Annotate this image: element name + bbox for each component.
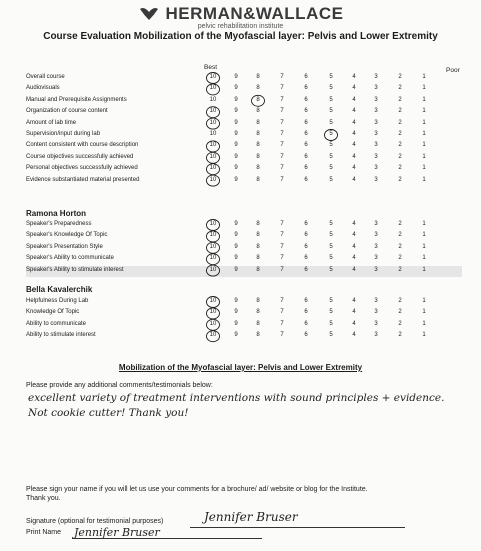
- rating-option[interactable]: 1: [422, 119, 426, 126]
- rating-option[interactable]: 9: [234, 153, 238, 160]
- rating-option[interactable]: 5: [329, 243, 333, 250]
- rating-option[interactable]: 1: [422, 85, 426, 92]
- rating-row-label: Knowledge Of Topic: [26, 309, 80, 316]
- rating-option[interactable]: 6: [304, 266, 308, 273]
- rating-option[interactable]: 6: [304, 176, 308, 183]
- rating-option[interactable]: 10: [209, 255, 217, 262]
- rating-option[interactable]: 7: [280, 221, 284, 227]
- print-name-value[interactable]: Jennifer Bruser: [74, 526, 160, 539]
- rating-option[interactable]: 9: [234, 255, 238, 262]
- rating-row-label: Course objectives successfully achieved: [26, 153, 134, 160]
- rating-option[interactable]: 4: [352, 176, 356, 183]
- rating-row-label: Content consistent with course description: [26, 142, 139, 149]
- rating-option[interactable]: 4: [352, 96, 356, 103]
- rating-row: [26, 84, 462, 95]
- rating-row: [26, 243, 462, 254]
- rating-option[interactable]: 9: [234, 96, 238, 103]
- rating-option[interactable]: 3: [374, 108, 378, 115]
- rating-option[interactable]: 6: [304, 108, 308, 115]
- rating-option[interactable]: 6: [304, 142, 308, 149]
- rating-option[interactable]: 5: [329, 332, 333, 339]
- rating-option[interactable]: 10: [209, 165, 217, 172]
- rating-row-label: Speaker's Ability to communicate: [26, 255, 114, 262]
- rating-option[interactable]: 6: [304, 153, 308, 160]
- signature-line: [190, 527, 405, 528]
- rating-option[interactable]: 8: [256, 255, 260, 262]
- rating-option[interactable]: 3: [374, 221, 378, 227]
- rating-option[interactable]: 9: [234, 243, 238, 250]
- rating-option[interactable]: 9: [234, 221, 238, 227]
- rating-option[interactable]: 5: [329, 96, 333, 103]
- rating-option[interactable]: 2: [398, 298, 402, 304]
- rating-option[interactable]: 6: [304, 221, 308, 227]
- rating-row-label: Amount of lab time: [26, 119, 77, 126]
- rating-option[interactable]: 3: [374, 74, 378, 80]
- rating-option[interactable]: 2: [398, 119, 402, 126]
- rating-option[interactable]: 4: [352, 221, 356, 227]
- rating-option[interactable]: 2: [398, 320, 402, 327]
- rating-option[interactable]: 8: [256, 165, 260, 172]
- rating-option[interactable]: 3: [374, 309, 378, 316]
- rating-option[interactable]: 8: [256, 108, 260, 115]
- rating-option[interactable]: 2: [398, 153, 402, 160]
- rating-option[interactable]: 6: [304, 332, 308, 339]
- rating-option[interactable]: 8: [256, 266, 260, 273]
- rating-option[interactable]: 1: [422, 108, 426, 115]
- rating-row-label: Audiovisuals: [26, 85, 60, 92]
- rating-row: [26, 231, 462, 242]
- rating-option[interactable]: 4: [352, 255, 356, 262]
- rating-option[interactable]: 10: [209, 320, 217, 327]
- logo: [0, 5, 481, 23]
- rating-option[interactable]: 4: [352, 131, 356, 137]
- rating-option[interactable]: 10: [209, 266, 217, 273]
- rating-option[interactable]: 7: [280, 243, 284, 250]
- rating-option[interactable]: 4: [352, 320, 356, 327]
- rating-option[interactable]: 9: [234, 108, 238, 115]
- rating-option[interactable]: 4: [352, 119, 356, 126]
- rating-option[interactable]: 6: [304, 255, 308, 262]
- rating-row: [26, 107, 462, 118]
- rating-option[interactable]: 3: [374, 243, 378, 250]
- rating-option[interactable]: 10: [209, 232, 217, 239]
- rating-option[interactable]: 5: [329, 142, 333, 149]
- rating-option[interactable]: 1: [422, 298, 426, 304]
- rating-option[interactable]: 1: [422, 96, 426, 103]
- rating-option[interactable]: 9: [234, 74, 238, 80]
- rating-option[interactable]: 4: [352, 74, 356, 80]
- rating-option[interactable]: 3: [374, 153, 378, 160]
- rating-option[interactable]: 7: [280, 131, 284, 137]
- rating-option[interactable]: 9: [234, 142, 238, 149]
- rating-option[interactable]: 3: [374, 320, 378, 327]
- rating-option[interactable]: 1: [422, 332, 426, 339]
- rating-option[interactable]: 1: [422, 232, 426, 239]
- rating-option[interactable]: 2: [398, 96, 402, 103]
- rating-option[interactable]: 7: [280, 85, 284, 92]
- rating-option[interactable]: 8: [256, 176, 260, 183]
- rating-option[interactable]: 10: [209, 108, 217, 115]
- rating-option[interactable]: 10: [209, 298, 217, 304]
- rating-option[interactable]: 7: [280, 153, 284, 160]
- signature-label: Signature (optional for testimonial purposes): [26, 518, 164, 525]
- rating-option[interactable]: 4: [352, 332, 356, 339]
- rating-option[interactable]: 1: [422, 243, 426, 250]
- rating-option[interactable]: 1: [422, 165, 426, 172]
- rating-option[interactable]: 2: [398, 131, 402, 137]
- rating-option[interactable]: 10: [209, 309, 217, 316]
- rating-row-label: Evidence substantiated material presented: [26, 176, 140, 183]
- rating-option[interactable]: 8: [256, 243, 260, 250]
- signature-thanks: Thank you.: [26, 495, 61, 502]
- rating-option[interactable]: 3: [374, 165, 378, 172]
- rating-option[interactable]: 2: [398, 74, 402, 80]
- rating-option[interactable]: 5: [329, 232, 333, 239]
- rating-row-label: Ability to communicate: [26, 320, 87, 327]
- rating-option[interactable]: 3: [374, 176, 378, 183]
- rating-option[interactable]: 8: [256, 142, 260, 149]
- rating-option[interactable]: 1: [422, 221, 426, 227]
- rating-option[interactable]: 2: [398, 309, 402, 316]
- rating-option[interactable]: 3: [374, 266, 378, 273]
- rating-row: [26, 119, 462, 130]
- rating-option[interactable]: 1: [422, 153, 426, 160]
- rating-option[interactable]: 5: [329, 165, 333, 172]
- rating-option[interactable]: 1: [422, 255, 426, 262]
- rating-option[interactable]: 4: [352, 142, 356, 149]
- print-name-label: Print Name: [26, 529, 62, 536]
- rating-option[interactable]: 8: [256, 298, 260, 304]
- brand-tagline: pelvic rehabilitation institute: [197, 23, 284, 30]
- rating-option[interactable]: 5: [329, 266, 333, 273]
- rating-option[interactable]: 6: [304, 131, 308, 137]
- rating-option[interactable]: 2: [398, 232, 402, 239]
- rating-option[interactable]: 5: [329, 108, 333, 115]
- speaker2-name: Bella Kavalerchik: [26, 285, 93, 294]
- rating-option[interactable]: 9: [234, 232, 238, 239]
- rating-option[interactable]: 10: [209, 119, 217, 126]
- rating-option[interactable]: 8: [256, 332, 260, 339]
- rating-option[interactable]: 5: [329, 221, 333, 227]
- rating-option[interactable]: 8: [256, 96, 260, 103]
- rating-option[interactable]: 10: [209, 74, 217, 80]
- rating-option[interactable]: 5: [329, 298, 333, 304]
- rating-option[interactable]: 3: [374, 119, 378, 126]
- rating-option[interactable]: 7: [280, 255, 284, 262]
- rating-row: [26, 96, 462, 107]
- rating-option[interactable]: 7: [280, 176, 284, 183]
- rating-option[interactable]: 3: [374, 332, 378, 339]
- rating-option[interactable]: 1: [422, 131, 426, 137]
- rating-option[interactable]: 7: [280, 266, 284, 273]
- scale-best-label: Best: [204, 64, 218, 71]
- signature-value[interactable]: Jennifer Bruser: [204, 510, 298, 524]
- rating-option[interactable]: 2: [398, 108, 402, 115]
- rating-option[interactable]: 9: [234, 131, 238, 137]
- rating-row-label: Speaker's Presentation Style: [26, 243, 103, 250]
- rating-option[interactable]: 6: [304, 165, 308, 172]
- rating-option[interactable]: 7: [280, 320, 284, 327]
- rating-row-label: Overall course: [26, 74, 65, 80]
- rating-option[interactable]: 7: [280, 165, 284, 172]
- rating-option[interactable]: 5: [329, 320, 333, 327]
- rating-row-label: Personal objectives successfully achieved: [26, 165, 138, 172]
- rating-option[interactable]: 4: [352, 309, 356, 316]
- rating-option[interactable]: 5: [329, 176, 333, 183]
- rating-option[interactable]: 7: [280, 332, 284, 339]
- rating-option[interactable]: 4: [352, 153, 356, 160]
- rating-option[interactable]: 10: [209, 142, 217, 149]
- rating-option[interactable]: 1: [422, 74, 426, 80]
- rating-option[interactable]: 7: [280, 298, 284, 304]
- rating-option[interactable]: 5: [329, 85, 333, 92]
- speaker1-name: Ramona Horton: [26, 209, 86, 218]
- rating-option[interactable]: 10: [209, 153, 217, 160]
- rating-option[interactable]: 6: [304, 298, 308, 304]
- rating-option[interactable]: 6: [304, 232, 308, 239]
- rating-row: [26, 73, 462, 84]
- rating-option[interactable]: 10: [209, 243, 217, 250]
- rating-option[interactable]: 9: [234, 298, 238, 304]
- rating-option[interactable]: 6: [304, 309, 308, 316]
- rating-option[interactable]: 2: [398, 266, 402, 273]
- rating-option[interactable]: 7: [280, 142, 284, 149]
- rating-option[interactable]: 9: [234, 320, 238, 327]
- rating-option[interactable]: 5: [329, 131, 333, 137]
- rating-option[interactable]: 8: [256, 309, 260, 316]
- rating-option[interactable]: 3: [374, 142, 378, 149]
- rating-option[interactable]: 4: [352, 266, 356, 273]
- rating-row-label: Supervision/input during lab: [26, 131, 101, 137]
- rating-option[interactable]: 7: [280, 108, 284, 115]
- rating-option[interactable]: 7: [280, 96, 284, 103]
- rating-option[interactable]: 8: [256, 221, 260, 227]
- rating-option[interactable]: 4: [352, 165, 356, 172]
- rating-option[interactable]: 8: [256, 85, 260, 92]
- rating-row-label: Speaker's Ability to stimulate interest: [26, 266, 124, 273]
- rating-option[interactable]: 1: [422, 309, 426, 316]
- rating-option[interactable]: 7: [280, 309, 284, 316]
- rating-option[interactable]: 8: [256, 153, 260, 160]
- rating-row-label: Organization of course content: [26, 108, 108, 115]
- rating-row: [26, 254, 462, 265]
- rating-row: [26, 141, 462, 152]
- brand-name: HERMAN&WALLACE: [165, 4, 344, 23]
- rating-row: [26, 220, 462, 231]
- rating-row: [26, 176, 462, 187]
- rating-option[interactable]: 5: [329, 74, 333, 80]
- comments-section-title: Mobilization of the Myofascial layer: Pelvis and Lower Extremity: [118, 363, 363, 372]
- rating-option[interactable]: 2: [398, 176, 402, 183]
- rating-option[interactable]: 2: [398, 332, 402, 339]
- rating-row: [26, 308, 462, 319]
- rating-option[interactable]: 9: [234, 266, 238, 273]
- rating-option[interactable]: 2: [398, 221, 402, 227]
- rating-row: [26, 164, 462, 175]
- rating-option[interactable]: 10: [209, 85, 217, 92]
- comment-line-2[interactable]: Not cookie cutter! Thank you!: [28, 407, 189, 419]
- rating-option[interactable]: 8: [256, 131, 260, 137]
- rating-option[interactable]: 6: [304, 320, 308, 327]
- rating-option[interactable]: 5: [329, 153, 333, 160]
- rating-option[interactable]: 9: [234, 332, 238, 339]
- rating-option[interactable]: 3: [374, 96, 378, 103]
- rating-row: [26, 297, 462, 308]
- rating-option[interactable]: 10: [209, 96, 217, 103]
- rating-option[interactable]: 1: [422, 142, 426, 149]
- rating-option[interactable]: 5: [329, 119, 333, 126]
- rating-row-label: Helpfulness During Lab: [26, 298, 89, 304]
- rating-option[interactable]: 3: [374, 298, 378, 304]
- rating-option[interactable]: 2: [398, 165, 402, 172]
- rating-option[interactable]: 5: [329, 255, 333, 262]
- rating-option[interactable]: 4: [352, 108, 356, 115]
- rating-row: [26, 320, 462, 331]
- rating-option[interactable]: 9: [234, 309, 238, 316]
- rating-row: [26, 153, 462, 164]
- rating-option[interactable]: 6: [304, 243, 308, 250]
- rating-option[interactable]: 8: [256, 119, 260, 126]
- signature-prompt: Please sign your name if you will let us use your comments for a brochure/ ad/ website or blog for the Institute.: [26, 486, 368, 493]
- rating-option[interactable]: 8: [256, 320, 260, 327]
- rating-row: [26, 331, 462, 342]
- rating-option[interactable]: 4: [352, 243, 356, 250]
- rating-option[interactable]: 6: [304, 96, 308, 103]
- rating-option[interactable]: 7: [280, 119, 284, 126]
- rating-option[interactable]: 10: [209, 131, 217, 137]
- rating-row-label: Speaker's Knowledge Of Topic: [26, 232, 108, 239]
- rating-option[interactable]: 1: [422, 320, 426, 327]
- rating-option[interactable]: 2: [398, 142, 402, 149]
- page-title: Course Evaluation Mobilization of the Myofascial layer: Pelvis and Lower Extremity: [43, 31, 438, 42]
- rating-row: [26, 266, 462, 277]
- rating-option[interactable]: 8: [256, 232, 260, 239]
- rating-option[interactable]: 6: [304, 85, 308, 92]
- rating-row-label: Speaker's Preparedness: [26, 221, 92, 227]
- comments-prompt: Please provide any additional comments/testimonials below:: [26, 382, 213, 389]
- rating-option[interactable]: 4: [352, 298, 356, 304]
- rating-option[interactable]: 1: [422, 266, 426, 273]
- rating-option[interactable]: 7: [280, 74, 284, 80]
- comment-line-1[interactable]: excellent variety of treatment interventions with sound principles + evidence.: [28, 392, 445, 404]
- rating-option[interactable]: 7: [280, 232, 284, 239]
- rating-option[interactable]: 2: [398, 243, 402, 250]
- rating-row-label: Manual and Prerequisite Assignments: [26, 96, 127, 103]
- scale-poor-label: Poor: [446, 67, 460, 74]
- rating-option[interactable]: 10: [209, 221, 217, 227]
- rating-option[interactable]: 6: [304, 74, 308, 80]
- rating-option[interactable]: 2: [398, 255, 402, 262]
- rating-row-label: Ability to stimulate interest: [26, 332, 96, 339]
- rating-option[interactable]: 1: [422, 176, 426, 183]
- rating-option[interactable]: 9: [234, 176, 238, 183]
- rating-option[interactable]: 6: [304, 119, 308, 126]
- rating-option[interactable]: 10: [209, 332, 217, 339]
- rating-option[interactable]: 3: [374, 131, 378, 137]
- rating-option[interactable]: 9: [234, 85, 238, 92]
- rating-option[interactable]: 4: [352, 232, 356, 239]
- rating-option[interactable]: 5: [329, 309, 333, 316]
- rating-option[interactable]: 4: [352, 85, 356, 92]
- rating-option[interactable]: 8: [256, 74, 260, 80]
- logo-mark-icon: [138, 6, 160, 22]
- rating-row: [26, 130, 462, 141]
- rating-option[interactable]: 3: [374, 255, 378, 262]
- rating-option[interactable]: 3: [374, 85, 378, 92]
- rating-option[interactable]: 10: [209, 176, 217, 183]
- rating-option[interactable]: 2: [398, 85, 402, 92]
- rating-option[interactable]: 9: [234, 119, 238, 126]
- rating-option[interactable]: 9: [234, 165, 238, 172]
- rating-option[interactable]: 3: [374, 232, 378, 239]
